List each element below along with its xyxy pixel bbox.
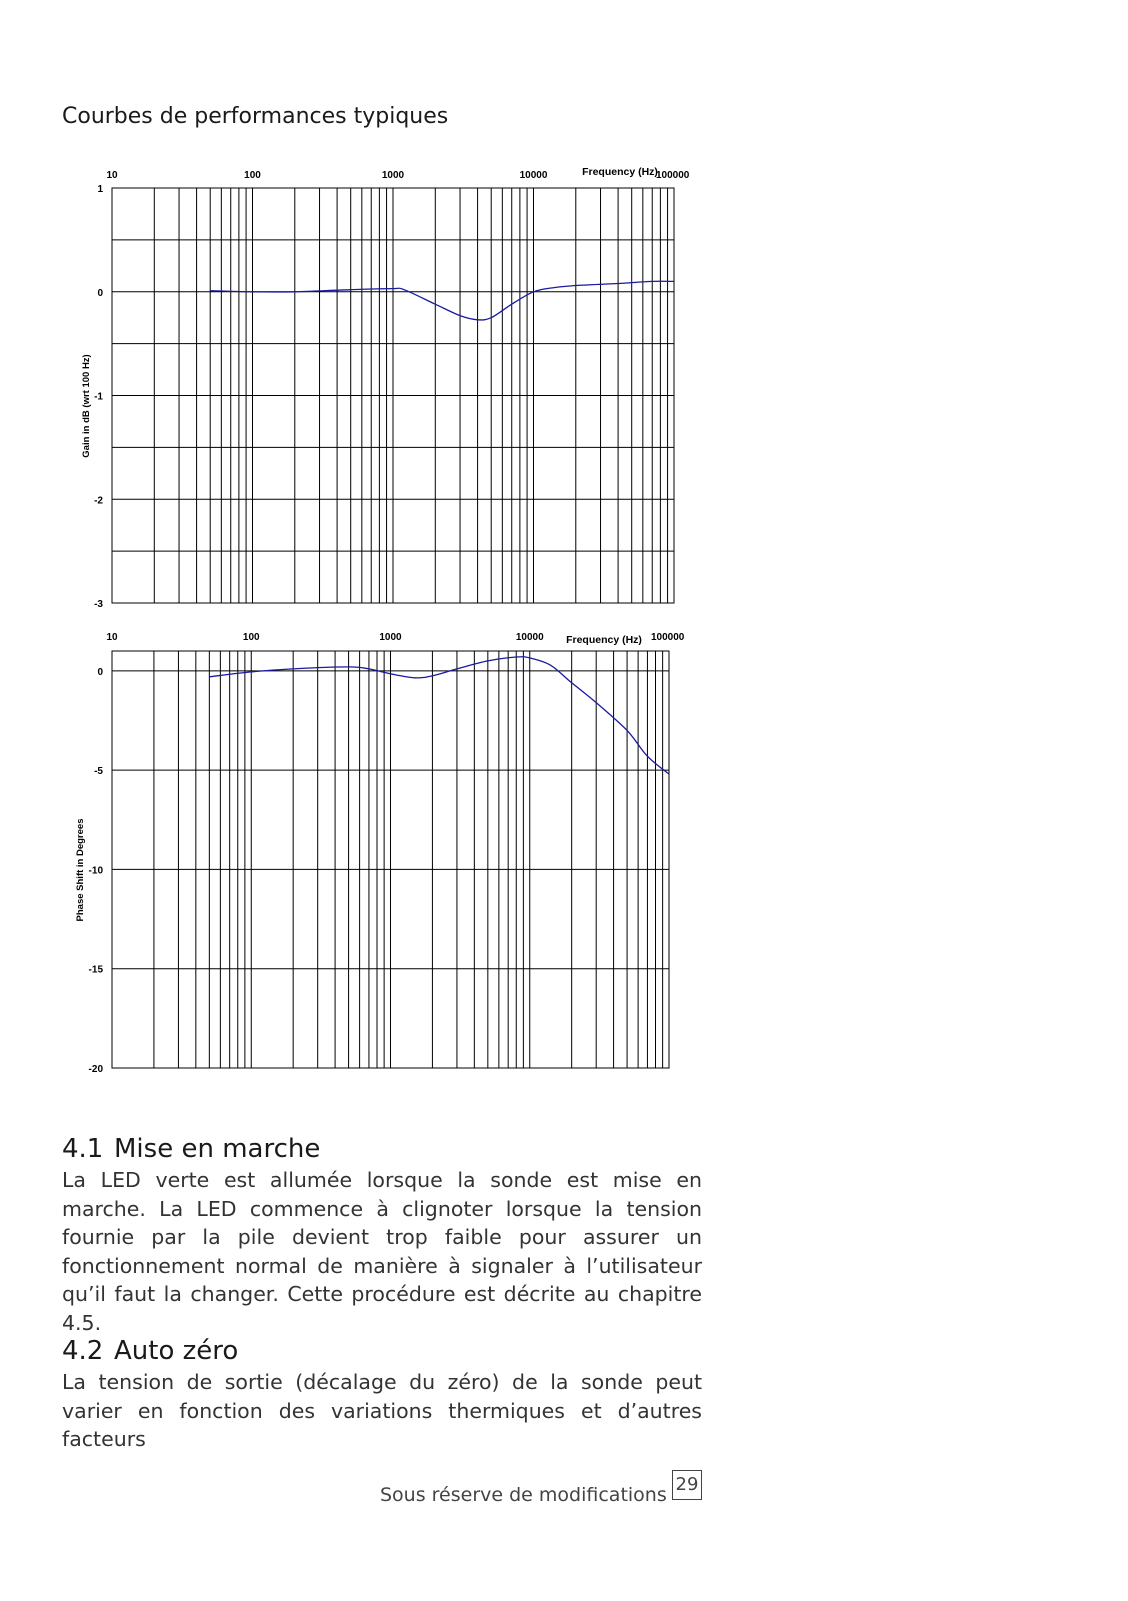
phase-series-line-0 [209, 657, 669, 774]
section-title-auto-zero [62, 1336, 238, 1366]
footer-note: Sous réserve de modifications [380, 1484, 667, 1506]
phase-x-axis-label: Frequency (Hz) [566, 634, 642, 646]
gain-series-line-0 [210, 281, 674, 320]
section-body-auto-zero: La tension de sortie (décalage du zéro) de la sonde peut varier en fonction des variations thermiques et d’autres facteurs [62, 1370, 702, 1451]
gain-x-tick-label: 100000 [656, 170, 690, 181]
section-title-mise-en-marche [62, 1134, 320, 1164]
gain-x-tick-label: 10000 [519, 170, 548, 181]
phase-chart [0, 632, 760, 1092]
phase-y-tick-label: -15 [88, 964, 103, 976]
gain-y-tick-label: -3 [94, 599, 103, 610]
phase-y-tick-label: -5 [94, 766, 103, 778]
gain-y-tick-label: 1 [97, 184, 103, 195]
page-heading: Courbes de performances typiques [62, 104, 449, 129]
phase-y-tick-label: -10 [88, 865, 103, 877]
gain-y-tick-label: 0 [97, 287, 103, 299]
gain-y-axis-label: Gain in dB (wrt 100 Hz) [81, 354, 92, 458]
gain-y-tick-label: -1 [94, 391, 103, 403]
phase-y-tick-label: -20 [88, 1064, 103, 1075]
section-number: 4.1 [62, 1134, 104, 1164]
gain-x-tick-label: 10 [106, 170, 118, 181]
phase-x-tick-label: 10 [106, 632, 118, 643]
gain-chart [0, 160, 760, 620]
gain-x-tick-label: 100 [244, 170, 261, 181]
phase-x-tick-label: 10000 [515, 632, 544, 643]
phase-y-tick-label: 0 [97, 666, 103, 678]
section-title-text: Mise en marche [114, 1134, 321, 1164]
gain-x-axis-label: Frequency (Hz) [582, 166, 658, 178]
gain-x-tick-label: 1000 [381, 170, 405, 181]
phase-y-axis-label: Phase Shift in Degrees [75, 818, 86, 922]
gain-y-tick-label: -2 [94, 495, 103, 507]
phase-x-tick-label: 100000 [651, 632, 685, 643]
phase-x-tick-label: 100 [242, 632, 260, 643]
section-number: 4.2 [62, 1336, 104, 1366]
page-number: 29 [672, 1470, 702, 1500]
section-title-text: Auto zéro [114, 1336, 239, 1366]
section-body-mise-en-marche: La LED verte est allumée lorsque la sonde est mise en marche. La LED commence à clignoter lorsque la tension fournie par la pile devient trop faible pour assurer un fonctionnement normal de manière à signaler à l’utilisateur qu’il faut la changer. Cette procédure est décrite au chapitre 4.5. [62, 1168, 702, 1335]
phase-x-tick-label: 1000 [379, 632, 402, 643]
